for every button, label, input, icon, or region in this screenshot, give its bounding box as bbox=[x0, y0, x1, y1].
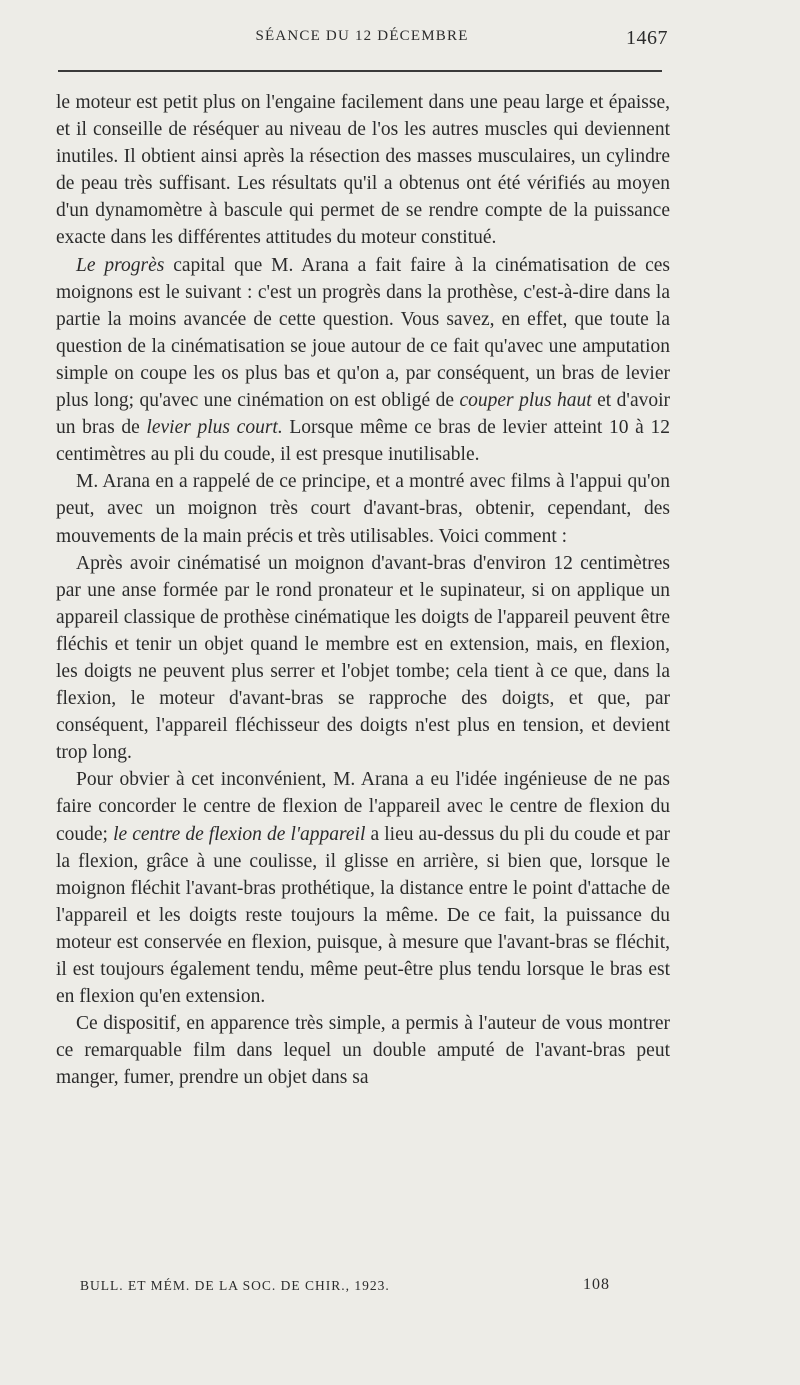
italic-text: Le progrès bbox=[76, 254, 165, 276]
paragraph bbox=[56, 89, 670, 252]
text-segment: et d'avoir un bras de bbox=[56, 390, 671, 439]
footer-sheet-number: 108 bbox=[583, 1276, 610, 1293]
running-header bbox=[56, 28, 668, 54]
paragraph bbox=[56, 550, 670, 767]
paragraph bbox=[56, 252, 670, 469]
text-segment: capital que M. Arana a fait faire à la cinématisation de ces moignons est le suivant : c'est un progrès dans la prothèse, c'est-à-dire dans la partie la moins avancée de cette question. Vous savez, en effet, que toute la question de la cinématisation se joue autour de ce fait qu'avec une amputation simple on coupe les os plus bas et qu'on a, par conséquent, un bras de levier plus long; qu'avec une cinémation on est obligé de bbox=[56, 254, 671, 412]
text-segment: le moteur est petit plus on l'engaine facilement dans une peau large et épaisse, et il conseille de réséquer au niveau de l'os les autres muscles qui deviennent inutiles. Il obtient ainsi après la résection des masses musculaires, un cylindre de peau très suffisant. Les résultats qu'il a obtenus ont été vérifiés au moyen d'un dynamomètre à bascule qui permet de se rendre compte de la puissance exacte dans les différentes attitudes du moteur constitué. bbox=[56, 92, 670, 249]
text-segment: M. Arana en a rappelé de ce principe, et a montré avec films à l'appui qu'on peut, avec un moignon très court d'avant-bras, obtenir, cependant, des mouvements de la main précis et très utilisables. Voici comment : bbox=[56, 471, 670, 547]
text-segment: Ce dispositif, en apparence très simple, a permis à l'auteur de vous montrer ce remarquable film dans lequel un double amputé de l'avant-bras peut manger, fumer, prendre un objet dans sa bbox=[56, 1013, 670, 1089]
italic-text: couper plus haut bbox=[459, 390, 592, 412]
text-segment: a lieu au-dessus du pli du coude et par la flexion, grâce à une coulisse, il glisse en arrière, si bien que, lorsque le moignon fléchit l'avant-bras prothétique, la distance entre le point d'attache de l'appareil et les doigts reste toujours la même. De ce fait, la puissance du moteur est conservée en flexion, puisque, à mesure que l'avant-bras se fléchit, il est toujours également tendu, même peut-être plus tendu lorsque le bras est en flexion qu'en extension. bbox=[56, 823, 671, 1008]
paragraph bbox=[56, 468, 670, 549]
paragraph bbox=[56, 766, 670, 1010]
page-footer bbox=[80, 1278, 610, 1300]
header-title: SÉANCE DU 12 DÉCEMBRE bbox=[255, 28, 469, 44]
header-rule bbox=[58, 70, 662, 72]
footer-journal: BULL. ET MÉM. DE LA SOC. DE CHIR., 1923. bbox=[80, 1278, 390, 1293]
text-segment: Lorsque même ce bras de levier atteint 10 à 12 centimètres au pli du coude, il est presque inutilisable. bbox=[56, 417, 670, 466]
italic-text: levier plus court. bbox=[146, 417, 283, 439]
text-segment: Pour obvier à cet inconvénient, M. Arana a eu l'idée ingénieuse de ne pas faire concorder le centre de flexion de l'appareil avec le centre de flexion du coude; bbox=[56, 769, 670, 845]
page-number: 1467 bbox=[626, 27, 668, 49]
italic-text: le centre de flexion de l'appareil bbox=[113, 823, 366, 845]
body-text bbox=[56, 89, 670, 1091]
paragraph bbox=[56, 1010, 670, 1091]
text-segment: Après avoir cinématisé un moignon d'avant-bras d'environ 12 centimètres par une anse formée par le rond pronateur et le supinateur, si on applique un appareil classique de prothèse cinématique les doigts de l'appareil peuvent être fléchis et tenir un objet quand le membre est en extension, mais, en flexion, les doigts ne peuvent plus serrer et l'objet tombe; cela tient à ce que, dans la flexion, le moteur d'avant-bras se rapproche des doigts, et que, par conséquent, l'appareil fléchisseur des doigts n'est plus en tension, et devient trop long. bbox=[56, 552, 670, 764]
